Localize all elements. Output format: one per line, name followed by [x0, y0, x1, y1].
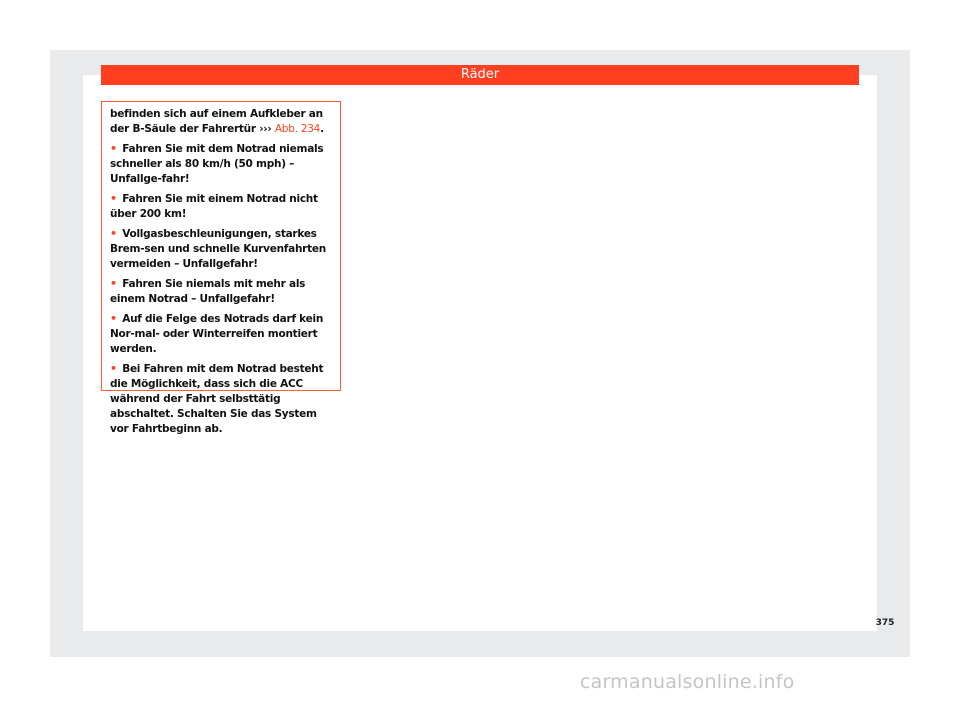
warning-item	[110, 361, 333, 437]
warning-item	[110, 191, 333, 222]
warning-item-text: Fahren Sie mit dem Notrad niemals schneller als 80 km/h (50 mph) – Unfallge-fahr!	[110, 143, 324, 185]
warning-item	[110, 226, 333, 272]
warning-item	[110, 141, 333, 187]
warning-item-text: Bei Fahren mit dem Notrad besteht die Möglichkeit, dass sich die ACC während der Fahrt selbsttätig abschaltet. Schalten Sie das System vor Fahrtbeginn ab.	[110, 363, 324, 435]
page-number: 375	[875, 618, 895, 628]
watermark: carmanualsonline.info	[580, 671, 795, 693]
bullet-icon: •	[110, 312, 117, 325]
bullet-icon: •	[110, 362, 117, 375]
bullet-icon: •	[110, 142, 117, 155]
section-header: Räder	[101, 65, 859, 85]
warning-item-text: Fahren Sie niemals mit mehr als einem Notrad – Unfallgefahr!	[110, 278, 306, 305]
warning-item-text: Fahren Sie mit einem Notrad nicht über 200 km!	[110, 193, 318, 220]
warning-box	[101, 101, 341, 435]
warning-item	[110, 276, 333, 307]
reference-arrows: ›››	[259, 123, 272, 135]
warning-intro-text: befinden sich auf einem Aufkleber an der B-Säule der Fahrertür	[110, 108, 323, 135]
warning-intro-end: .	[320, 123, 324, 135]
bullet-icon: •	[110, 277, 117, 290]
warning-item-text: Auf die Felge des Notrads darf kein Nor-mal- oder Winterreifen montiert werden.	[110, 313, 324, 355]
warning-item	[110, 311, 333, 357]
warning-intro	[110, 107, 333, 137]
warning-item-text: Vollgasbeschleunigungen, starkes Brem-sen und schnelle Kurvenfahrten vermeiden – Unfallgefahr!	[110, 228, 326, 270]
bullet-icon: •	[110, 192, 117, 205]
figure-link[interactable]: Abb. 234	[274, 123, 321, 135]
bullet-icon: •	[110, 227, 117, 240]
